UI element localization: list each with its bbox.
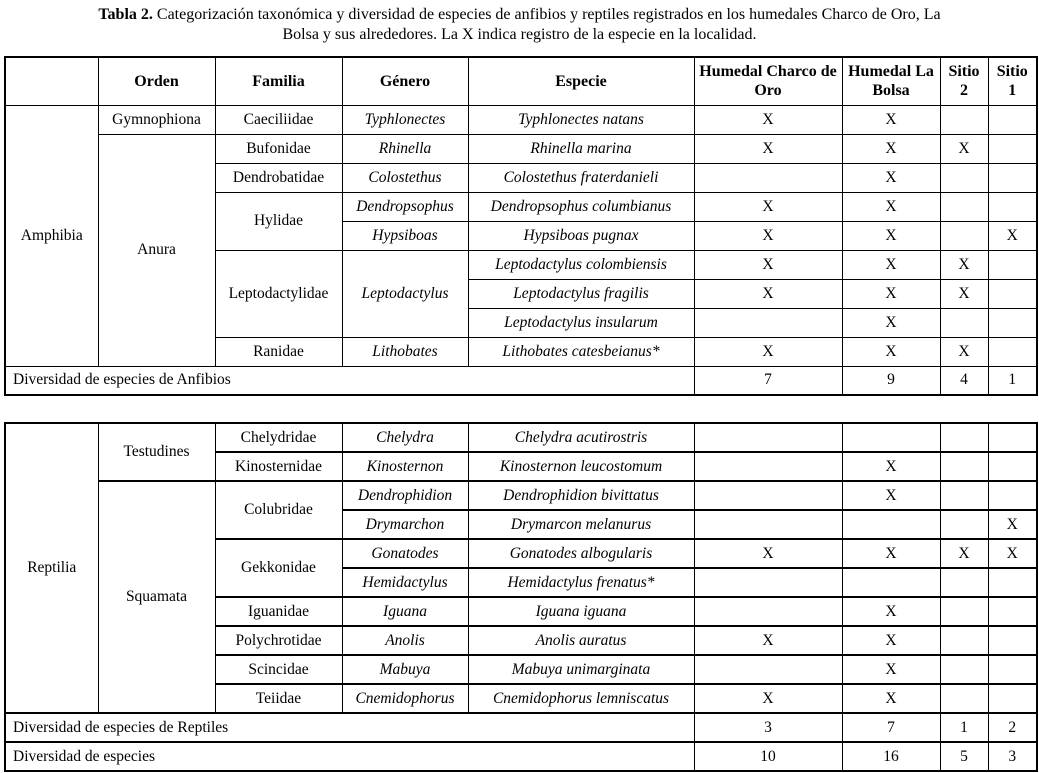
mark-charco (694, 308, 842, 337)
header-sitio1: Sitio 1 (988, 57, 1037, 105)
genus-cell: Lithobates (342, 337, 468, 366)
genus-cell: Iguana (342, 597, 468, 626)
mark-sitio1 (988, 452, 1037, 481)
family-cell: Leptodactylidae (215, 250, 342, 337)
summary-sitio2: 4 (940, 366, 988, 395)
header-row (5, 57, 1037, 105)
mark-bolsa: X (842, 221, 940, 250)
mark-sitio1 (988, 279, 1037, 308)
mark-sitio1: X (988, 510, 1037, 539)
mark-sitio1 (988, 134, 1037, 163)
genus-cell: Dendrophidion (342, 481, 468, 510)
order-cell: Anura (98, 134, 215, 366)
mark-sitio1 (988, 250, 1037, 279)
mark-bolsa: X (842, 481, 940, 510)
mark-sitio1 (988, 163, 1037, 192)
summary-sitio2: 1 (940, 713, 988, 742)
species-cell: Hypsiboas pugnax (468, 221, 694, 250)
genus-cell: Gonatodes (342, 539, 468, 568)
mark-sitio1 (988, 192, 1037, 221)
total-sitio1: 3 (988, 742, 1037, 771)
species-cell: Iguana iguana (468, 597, 694, 626)
mark-sitio2 (940, 105, 988, 134)
mark-sitio1: X (988, 539, 1037, 568)
mark-bolsa (842, 568, 940, 597)
header-genero: Género (342, 57, 468, 105)
mark-charco: X (694, 337, 842, 366)
mark-sitio1: X (988, 221, 1037, 250)
family-cell: Chelydridae (215, 423, 342, 452)
summary-bolsa: 7 (842, 713, 940, 742)
header-class (5, 57, 98, 105)
mark-bolsa (842, 510, 940, 539)
mark-sitio2 (940, 192, 988, 221)
species-cell: Dendrophidion bivittatus (468, 481, 694, 510)
mark-sitio1 (988, 655, 1037, 684)
table-caption-text-line1: Categorización taxonómica y diversidad de especies de anfibios y reptiles registrados en los humedales Charco de Oro, La (152, 6, 941, 23)
mark-charco (694, 510, 842, 539)
mark-sitio2 (940, 510, 988, 539)
header-sitio2: Sitio 2 (940, 57, 988, 105)
mark-sitio2: X (940, 279, 988, 308)
mark-charco: X (694, 221, 842, 250)
mark-sitio1 (988, 337, 1037, 366)
family-cell: Iguanidae (215, 597, 342, 626)
total-sitio2: 5 (940, 742, 988, 771)
mark-sitio1 (988, 308, 1037, 337)
mark-sitio2 (940, 597, 988, 626)
amphibia-table (4, 56, 1038, 396)
summary-sitio1: 1 (988, 366, 1037, 395)
table-caption (7, 0, 1033, 45)
mark-sitio2 (940, 626, 988, 655)
mark-sitio2 (940, 163, 988, 192)
species-cell: Gonatodes albogularis (468, 539, 694, 568)
mark-charco: X (694, 626, 842, 655)
mark-sitio2: X (940, 250, 988, 279)
mark-charco (694, 423, 842, 452)
species-row (5, 134, 1037, 163)
genus-cell: Drymarchon (342, 510, 468, 539)
mark-charco: X (694, 279, 842, 308)
header-orden: Orden (98, 57, 215, 105)
mark-sitio2 (940, 655, 988, 684)
family-cell: Gekkonidae (215, 539, 342, 597)
species-row (5, 423, 1037, 452)
genus-cell: Chelydra (342, 423, 468, 452)
mark-sitio1 (988, 626, 1037, 655)
summary-row-amphibians (5, 366, 1037, 395)
family-cell: Kinosternidae (215, 452, 342, 481)
mark-bolsa: X (842, 134, 940, 163)
header-humedal-charco: Humedal Charco de Oro (694, 57, 842, 105)
summary-label: Diversidad de especies de Reptiles (5, 713, 694, 742)
genus-cell: Typhlonectes (342, 105, 468, 134)
mark-bolsa: X (842, 279, 940, 308)
mark-sitio1 (988, 597, 1037, 626)
summary-sitio1: 2 (988, 713, 1037, 742)
summary-charco: 7 (694, 366, 842, 395)
mark-bolsa: X (842, 163, 940, 192)
order-cell: Testudines (98, 423, 215, 481)
table-caption-text-line2: Bolsa y sus alrededores. La X indica registro de la especie en la localidad. (282, 26, 757, 43)
mark-bolsa: X (842, 655, 940, 684)
mark-bolsa: X (842, 337, 940, 366)
class-cell: Reptilia (5, 423, 98, 713)
mark-sitio1 (988, 684, 1037, 713)
mark-charco (694, 597, 842, 626)
genus-cell: Hypsiboas (342, 221, 468, 250)
species-cell: Kinosternon leucostomum (468, 452, 694, 481)
genus-cell: Rhinella (342, 134, 468, 163)
mark-sitio1 (988, 423, 1037, 452)
total-label: Diversidad de especies (5, 742, 694, 771)
genus-cell: Leptodactylus (342, 250, 468, 337)
mark-sitio2 (940, 481, 988, 510)
mark-charco: X (694, 105, 842, 134)
mark-sitio2 (940, 568, 988, 597)
species-cell: Lithobates catesbeianus* (468, 337, 694, 366)
family-cell: Scincidae (215, 655, 342, 684)
mark-charco: X (694, 684, 842, 713)
family-cell: Bufonidae (215, 134, 342, 163)
total-bolsa: 16 (842, 742, 940, 771)
mark-charco: X (694, 192, 842, 221)
mark-bolsa (842, 423, 940, 452)
mark-charco: X (694, 134, 842, 163)
mark-sitio2: X (940, 134, 988, 163)
header-familia: Familia (215, 57, 342, 105)
genus-cell: Anolis (342, 626, 468, 655)
species-cell: Leptodactylus fragilis (468, 279, 694, 308)
mark-sitio2: X (940, 539, 988, 568)
species-cell: Leptodactylus insularum (468, 308, 694, 337)
mark-sitio1 (988, 568, 1037, 597)
genus-cell: Dendropsophus (342, 192, 468, 221)
mark-bolsa: X (842, 626, 940, 655)
species-cell: Colostethus fraterdanieli (468, 163, 694, 192)
summary-label: Diversidad de especies de Anfibios (5, 366, 694, 395)
mark-sitio1 (988, 105, 1037, 134)
class-cell: Amphibia (5, 105, 98, 366)
genus-cell: Cnemidophorus (342, 684, 468, 713)
family-cell: Polychrotidae (215, 626, 342, 655)
species-cell: Anolis auratus (468, 626, 694, 655)
header-especie: Especie (468, 57, 694, 105)
reptilia-table (4, 422, 1038, 772)
header-humedal-bolsa: Humedal La Bolsa (842, 57, 940, 105)
mark-bolsa: X (842, 192, 940, 221)
mark-charco (694, 481, 842, 510)
mark-sitio2 (940, 423, 988, 452)
family-cell: Caeciliidae (215, 105, 342, 134)
genus-cell: Kinosternon (342, 452, 468, 481)
mark-charco (694, 655, 842, 684)
family-cell: Colubridae (215, 481, 342, 539)
mark-charco (694, 568, 842, 597)
mark-bolsa: X (842, 105, 940, 134)
order-cell: Gymnophiona (98, 105, 215, 134)
species-cell: Hemidactylus frenatus* (468, 568, 694, 597)
mark-charco (694, 163, 842, 192)
genus-cell: Mabuya (342, 655, 468, 684)
mark-sitio2 (940, 452, 988, 481)
genus-cell: Hemidactylus (342, 568, 468, 597)
summary-row-reptiles (5, 713, 1037, 742)
mark-bolsa: X (842, 308, 940, 337)
mark-bolsa: X (842, 539, 940, 568)
mark-charco: X (694, 250, 842, 279)
summary-charco: 3 (694, 713, 842, 742)
species-cell: Rhinella marina (468, 134, 694, 163)
summary-bolsa: 9 (842, 366, 940, 395)
species-cell: Chelydra acutirostris (468, 423, 694, 452)
family-cell: Ranidae (215, 337, 342, 366)
species-row (5, 481, 1037, 510)
species-cell: Dendropsophus columbianus (468, 192, 694, 221)
family-cell: Hylidae (215, 192, 342, 250)
table-caption-label: Tabla 2. (98, 6, 153, 23)
species-row (5, 105, 1037, 134)
mark-sitio1 (988, 481, 1037, 510)
species-cell: Cnemidophorus lemniscatus (468, 684, 694, 713)
species-cell: Mabuya unimarginata (468, 655, 694, 684)
species-cell: Typhlonectes natans (468, 105, 694, 134)
mark-bolsa: X (842, 452, 940, 481)
order-cell: Squamata (98, 481, 215, 713)
mark-bolsa: X (842, 250, 940, 279)
species-cell: Drymarcon melanurus (468, 510, 694, 539)
mark-bolsa: X (842, 684, 940, 713)
mark-sitio2: X (940, 337, 988, 366)
mark-sitio2 (940, 221, 988, 250)
mark-bolsa: X (842, 597, 940, 626)
mark-charco (694, 452, 842, 481)
family-cell: Teiidae (215, 684, 342, 713)
mark-charco: X (694, 539, 842, 568)
mark-sitio2 (940, 308, 988, 337)
family-cell: Dendrobatidae (215, 163, 342, 192)
total-charco: 10 (694, 742, 842, 771)
summary-row-total (5, 742, 1037, 771)
genus-cell: Colostethus (342, 163, 468, 192)
species-cell: Leptodactylus colombiensis (468, 250, 694, 279)
mark-sitio2 (940, 684, 988, 713)
